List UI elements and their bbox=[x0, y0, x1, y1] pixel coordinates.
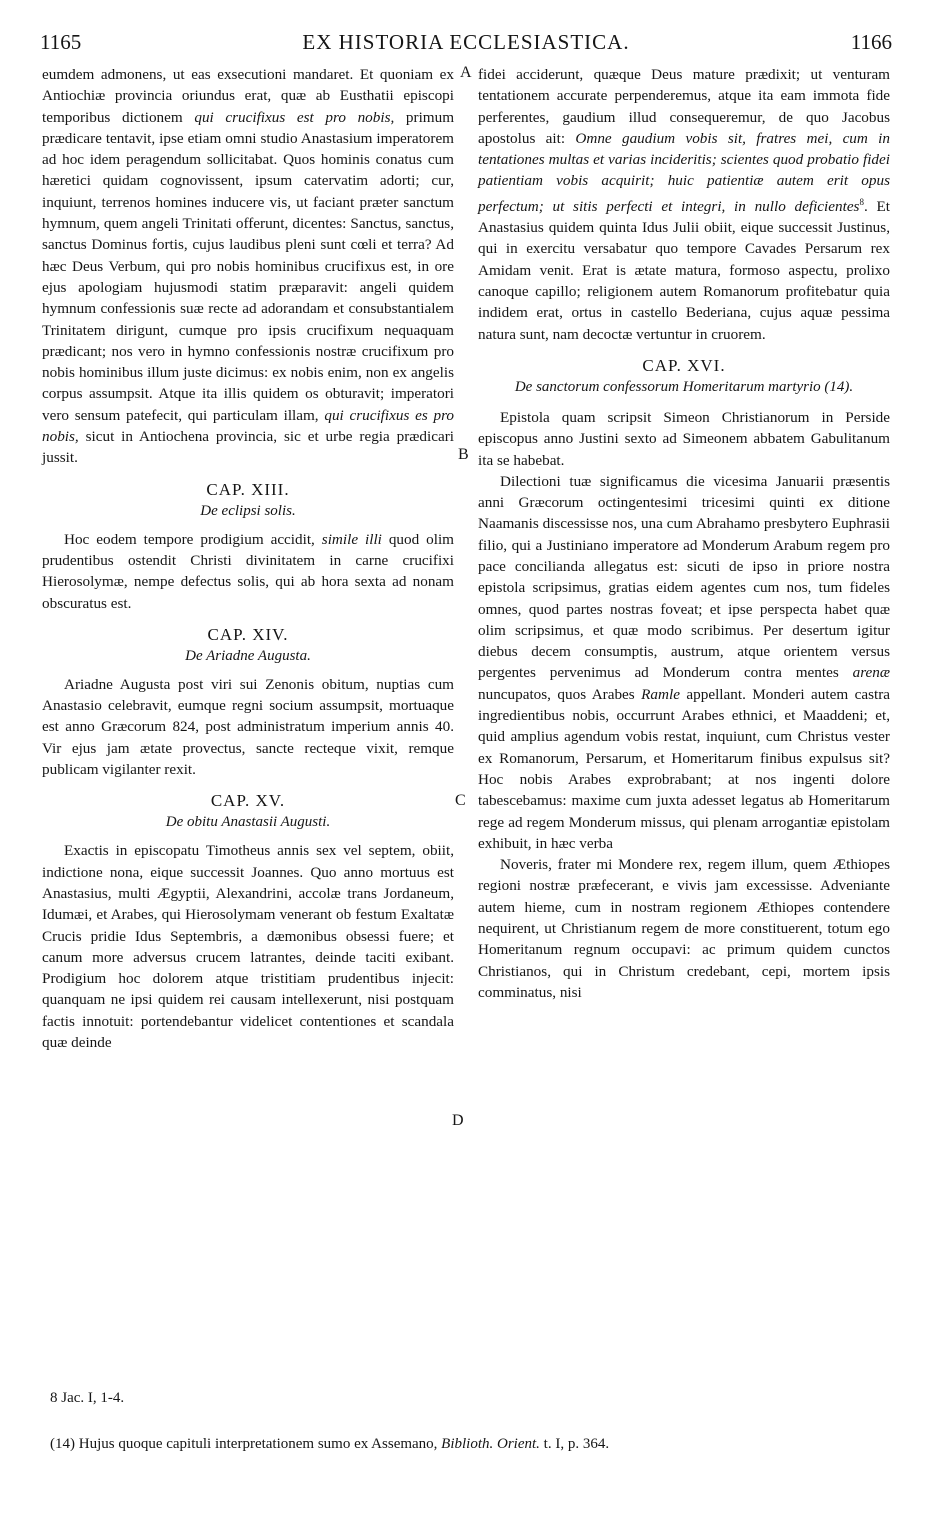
chapter-heading: CAP. XIII. bbox=[206, 479, 290, 499]
paragraph-text: Dilectioni tuæ significamus die vicesima Januarii præsentis anni Græcorum octingentesimi tricesimi quinti ex ditione Naamanis discessisse nos, una cum Abrahamo presbytero Euphrasii filio, qui a Justiniano imperatore ad Monderum Arabum regem pro pace concilianda allegatus est: sicuti de ipso in priore nostra epistola scripsimus, gratias eidem agentes cum nos, tum fideles omnes, quod partes nostras foveat; et ipse perspecta habet quæ olim scripsimus, et quæ modo scribimus. Per desertum igitur diebus decem consumptis, austrum, atque orientem versus pergentes pervenimus ad Monderum contra mentes arenæ nuncupatos, quos Arabes Ramle appellant. Monderi autem castra ingredientibus nobis, occurrunt Arabes ethnici, et Maaddeni; et, quid amplius agendum vobis restat, inquiunt, cum Christus vester ex Romanorum, Persarum, et Homeritarum finibus expulsus sit? Hoc nobis Arabes exprobrabant; at nos ingenti dolore tabescebamus: maxime cum juxta adesset legatus ab Homeritarum rege ad regem Monderum missus, qui plenam arrogantiæ epistolam exhibuit, in hæc verba bbox=[478, 472, 890, 852]
left-column bbox=[42, 64, 454, 1053]
chapter-title: De obitu Anastasii Augusti. bbox=[165, 814, 331, 831]
margin-marker: A bbox=[460, 64, 472, 81]
chapter-heading: CAP. XVI. bbox=[642, 355, 726, 375]
chapter-title: De Ariadne Augusta. bbox=[185, 647, 311, 664]
right-column bbox=[478, 64, 890, 1003]
paragraph-text: eumdem admonens, ut eas exsecutioni mandaret. Et quoniam ex Antiochiæ provincia oriundus erat, quæ ab Eusthatii episcopi temporibus dictionem qui crucifixus est pro nobis, primum prædicare tentavit, ipse etiam omni studio Anastasium imperatorem ad hoc idem peragendum sollicitabat. Quos hominis conatus cum hæretici quidam cognovissent, ipsum catervatim adorti; cur, inquiunt, terrenos homines inducere vis, ut faciant præter sanctum hymnum, quem angeli Trinitati offerunt, dicentes: Sanctus, sanctus, sanctus Dominus fortis, cujus laudibus pleni sunt cœli et terra? Ad hæc Deus Verbum, qui pro nobis hominibus crucifixus est, in ore ejus apologiam hujusmodi statim præparavit: angeli quidem hymnum confessionis suæ recte ad adorandam et consubstantialem Trinitatem dirigunt, cumque pro ipsis crucifixum nequaquam prædicant; nos vero in hymno confessionis nostræ crucifixum pro nobis hominibus illum juste dicimus: ex nobis enim, non ex angelis corpus assumpsit. Atque ita illis quidem os obturavit; imperatori vero sensum patefecit, qui particulam illam, qui crucifixus es pro nobis, sicut in Antiochena provincia, sic et urbe regia prædicari jussit. bbox=[42, 66, 455, 467]
page-header bbox=[40, 30, 892, 62]
paragraph-text: Ariadne Augusta post viri sui Zenonis obitum, nuptias cum Anastasio celebravit, eumque regni socium assumpsit, mortuaque est anno Græcorum 824, post administratum imperium annis 40. Vir ejus jam ætate provectus, sancte recteque vixit, remque publicam vigilanter rexit. bbox=[42, 675, 454, 779]
margin-marker: C bbox=[455, 792, 466, 809]
chapter-title: De eclipsi solis. bbox=[200, 502, 296, 519]
page-number-right: 1166 bbox=[850, 30, 892, 54]
chapter-title: De sanctorum confessorum Homeritarum martyrio (14). bbox=[514, 378, 854, 395]
page-number-left: 1165 bbox=[40, 30, 82, 54]
footnote: 8 Jac. I, 1-4. bbox=[50, 1390, 125, 1406]
chapter-heading: CAP. XV. bbox=[210, 791, 286, 811]
running-title: EX HISTORIA ECCLESIASTICA. bbox=[302, 30, 630, 54]
paragraph-text: Noveris, frater mi Mondere rex, regem illum, quem Æthiopes regioni nostræ præfecerant, e vivis jam excessisse. Adveniante autem hieme, cum in nostram regionem Æthiopes contendere nequirent, ut Christianum regem de more constituerent, totum ego Homeritanum regnum occupavi: ac primum quidem cunctos Christianos, qui in Christum credebant, cepi, mortem ipsis comminatus, nisi bbox=[478, 856, 890, 1001]
margin-marker: B bbox=[458, 446, 469, 463]
paragraph-text: Hoc eodem tempore prodigium accidit, simile illi quod olim prudentibus ostendit Christi divinitatem in carne crucifixi Hierosolymæ, nempe defectus solis, qui ab hora sexta ad nonam obscuratus est. bbox=[42, 530, 454, 612]
paragraph-text: fidei acciderunt, quæque Deus mature prædixit; ut venturam tentationem accurate perpenderemus, atque ita eam immota fide perferentes, gaudium illud consequeremur, de quo Jacobus apostolus ait: Omne gaudium vobis sit, fratres mei, cum in tentationes multas et varias incideritis; scientes quod probatio fidei patientiam vobis acquirit; huic patientiæ autem erit opus perfectum; ut sitis perfecti et integri, in nullo deficientes$^8$. Et Anastasius quidem quinta Idus Julii obiit, eique successit Justinus, qui in exercitu versabatur quo tempore Cavades Persarum rex Amidam venit. Erat is ætate matura, formoso aspectu, prolixo canoque capillo; religionem autem Romanorum profitebatur quia indidem erat, ortus in castello Bederiana, cujus aquæ pessima natura sunt, nam decoctæ vertuntur in cruorem. bbox=[478, 66, 891, 343]
paragraph-text: Epistola quam scripsit Simeon Christianorum in Perside episcopus anno Justini sexto ad Simeonem abbatem Gabulitanum ita se habebat. bbox=[478, 408, 890, 469]
margin-marker: D bbox=[452, 1112, 464, 1129]
paragraph-text: Exactis in episcopatu Timotheus annis sex vel septem, obiit, indictione nona, eique successit Joannes. Quo anno mortuus est Anastasius, multi Ægyptii, Alexandrini, accolæ trans Jordaneum, Idumæi, et Arabes, qui Hierosolymam venerant ob festum Exaltatæ Crucis pridie Idus Septembris, a dæmonibus obsessi fuere; et canum more adversus crucem latrantes, deinde taciti exibant. Prodigium hoc dolorem atque tristitiam prudentibus injecit: quanquam ne ipsi quidem rei causam intellexerunt, nisi postquam factis innotuit: portendebantur videlicet contentiones et scandala quæ deinde bbox=[42, 842, 454, 1051]
chapter-heading: CAP. XIV. bbox=[207, 624, 289, 644]
footnote: (14) Hujus quoque capituli interpretationem sumo ex Assemano, Biblioth. Orient. t. I, p. 364. bbox=[50, 1436, 610, 1452]
